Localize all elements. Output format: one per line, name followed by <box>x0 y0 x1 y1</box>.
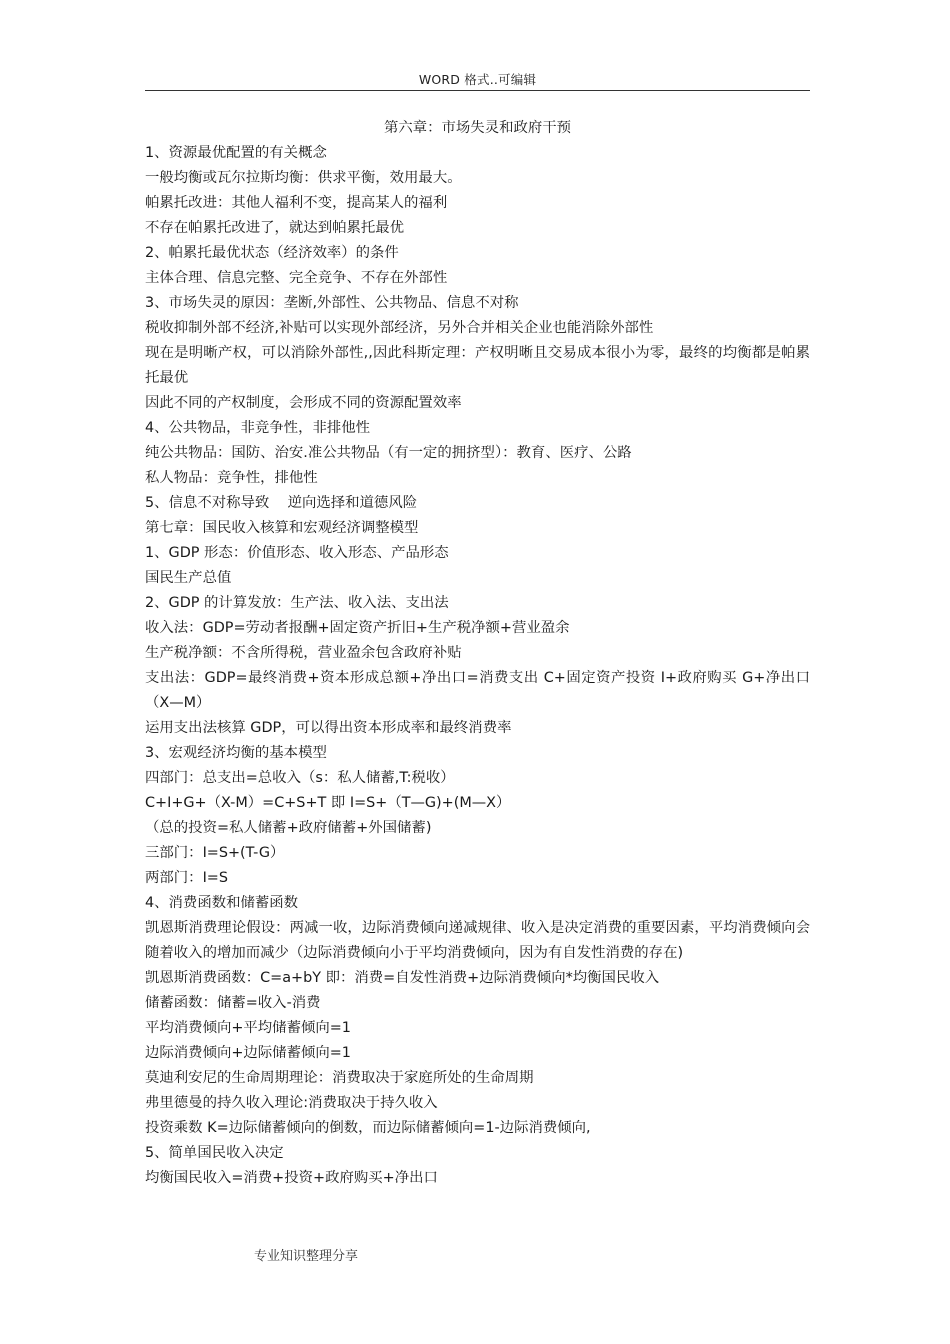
text-line: 投资乘数 K=边际储蓄倾向的倒数，而边际储蓄倾向=1-边际消费倾向, <box>145 1120 591 1136</box>
text-line: 一般均衡或瓦尔拉斯均衡：供求平衡，效用最大。 <box>145 170 462 186</box>
text-line: 帕累托改进：其他人福利不变，提高某人的福利 <box>145 195 448 211</box>
text-line: 纯公共物品：国防、治安.准公共物品（有一定的拥挤型）：教育、医疗、公路 <box>145 445 632 461</box>
chapter-7-title: 第七章：国民收入核算和宏观经济调整模型 <box>145 520 419 536</box>
header-text: WORD 格式..可编辑 <box>418 72 537 87</box>
text-line: 4、消费函数和储蓄函数 <box>145 895 299 911</box>
text-line: 1、GDP 形态：价值形态、收入形态、产品形态 <box>145 545 449 561</box>
text-line: 运用支出法核算 GDP，可以得出资本形成率和最终消费率 <box>145 720 512 736</box>
text-line: 凯恩斯消费函数：C=a+bY 即：消费=自发性消费+边际消费倾向*均衡国民收入 <box>145 970 660 986</box>
text-line: 主体合理、信息完整、完全竞争、不存在外部性 <box>145 270 448 286</box>
text-line: 5、简单国民收入决定 <box>145 1145 284 1161</box>
text-line: 1、资源最优配置的有关概念 <box>145 145 327 161</box>
chapter-6-title: 第六章：市场失灵和政府干预 <box>383 120 572 136</box>
text-line: 因此不同的产权制度，会形成不同的资源配置效率 <box>145 395 462 411</box>
text-line: 边际消费倾向+边际储蓄倾向=1 <box>145 1045 351 1061</box>
text-line: 不存在帕累托改进了，就达到帕累托最优 <box>145 220 405 236</box>
text-paragraph: 现在是明晰产权，可以消除外部性,,因此科斯定理：产权明晰且交易成本很小为零，最终的均衡都是帕累托最优 <box>145 345 810 386</box>
text-line: 三部门：I=S+(T-G） <box>145 845 285 861</box>
text-paragraph: 支出法：GDP=最终消费+资本形成总额+净出口=消费支出 C+固定资产投资 I+政府购买 G+净出口（X—M） <box>145 670 810 711</box>
page-footer: 专业知识整理分享 <box>254 1249 359 1264</box>
page-header <box>145 70 810 91</box>
text-line: 私人物品：竞争性，排他性 <box>145 470 318 486</box>
text-line: （总的投资=私人储蓄+政府储蓄+外国储蓄) <box>145 820 432 836</box>
text-line: 5、信息不对称导致 逆向选择和道德风险 <box>145 495 418 511</box>
text-line: 均衡国民收入=消费+投资+政府购买+净出口 <box>145 1170 438 1186</box>
text-paragraph: 凯恩斯消费理论假设：两减一收，边际消费倾向递减规律、收入是决定消费的重要因素，平均消费倾向会随着收入的增加而减少（边际消费倾向小于平均消费倾向，因为有自发性消费的存在) <box>145 920 810 961</box>
text-line: 生产税净额：不含所得税，营业盈余包含政府补贴 <box>145 645 462 661</box>
text-line: 四部门：总支出=总收入（s：私人储蓄,T:税收） <box>145 770 455 786</box>
text-line: 2、GDP 的计算发放：生产法、收入法、支出法 <box>145 595 449 611</box>
document-body <box>145 116 810 1191</box>
text-line: 莫迪利安尼的生命周期理论：消费取决于家庭所处的生命周期 <box>145 1070 534 1086</box>
text-line: 税收抑制外部不经济,补贴可以实现外部经济，另外合并相关企业也能消除外部性 <box>145 320 654 336</box>
text-line: 3、市场失灵的原因：垄断,外部性、公共物品、信息不对称 <box>145 295 519 311</box>
text-line: 4、公共物品，非竞争性，非排他性 <box>145 420 371 436</box>
text-line: 收入法：GDP=劳动者报酬+固定资产折旧+生产税净额+营业盈余 <box>145 620 570 636</box>
text-line: 弗里德曼的持久收入理论:消费取决于持久收入 <box>145 1095 438 1111</box>
text-line: 国民生产总值 <box>145 570 232 586</box>
text-line: 储蓄函数：储蓄=收入-消费 <box>145 995 321 1011</box>
text-line: 两部门：I=S <box>145 870 228 886</box>
text-line: 2、帕累托最优状态（经济效率）的条件 <box>145 245 399 261</box>
text-line: 3、宏观经济均衡的基本模型 <box>145 745 327 761</box>
text-line: 平均消费倾向+平均储蓄倾向=1 <box>145 1020 351 1036</box>
text-line: C+I+G+（X-M）=C+S+T 即 I=S+（T—G)+(M—X） <box>145 795 511 811</box>
